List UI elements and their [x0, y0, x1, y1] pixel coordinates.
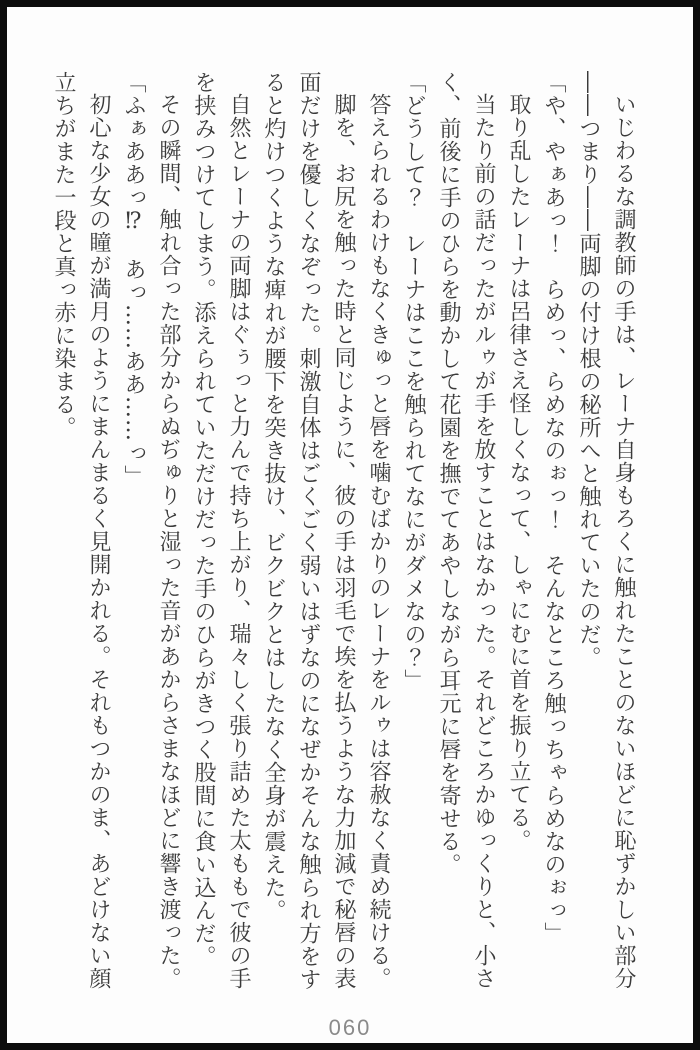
paragraph-narration: 取り乱したレーナは呂律さえ怪しくなって、しゃにむに首を振り立てる。	[506, 93, 531, 852]
novel-text-area	[43, 71, 641, 997]
paragraph-narration: 脚を、お尻を触った時と同じように、彼の手は羽毛で埃を払うような力加減で秘唇の表面だけを優しくなぞった。刺激自体はごくごく弱いはずなのになぜかそんな触られ方をすると灼けつくような痺れが腰下を突き抜け、ビクビクとはしたなく全身が震えた。	[261, 71, 356, 991]
paragraph-narration: いじわるな調教師の手は、レーナ自身もろくに触れたことのないほどに恥ずかしい部分――つまり――両脚の付け根の秘所へと触れていたのだ。	[576, 71, 636, 990]
paragraph-narration: 答えられるわけもなくきゅっと唇を噛むばかりのレーナをルゥは容赦なく責め続ける。	[366, 93, 391, 990]
paragraph-dialogue: 「や、やぁあっ！ らめっ、らめなのぉっ！ そんなところ触っちゃらめなのぉっ」	[541, 71, 566, 945]
paragraph-narration: その瞬間、触れ合った部分からぬぢゅりと湿った音があからさまなほどに響き渡った。	[156, 93, 181, 990]
paragraph-narration: 自然とレーナの両脚はぐぅっと力んで持ち上がり、瑞々しく張り詰めた太ももで彼の手を挟みつけてしまう。添えられていただけだった手のひらがきつく股間に食い込んだ。	[191, 71, 251, 990]
page-number: 060	[328, 1015, 372, 1040]
paragraph-narration: 初心な少女の瞳が満月のようにまんまるく見開かれる。それもつかのま、あどけない顔立ちがまた一段と真っ赤に染まる。	[51, 71, 111, 990]
paragraph-dialogue: 「ふぁああっ⁉ あっ……ああ……っ」	[121, 71, 146, 488]
paragraph-narration: 当たり前の話だったがルゥが手を放すことはなかった。それどころかゆっくりと、小さく、前後に手のひらを動かして花園を撫でてあやしながら耳元に唇を寄せる。	[436, 71, 496, 990]
paragraph-dialogue: 「どうして？ レーナはここを触られてなにがダメなの？」	[401, 71, 426, 692]
